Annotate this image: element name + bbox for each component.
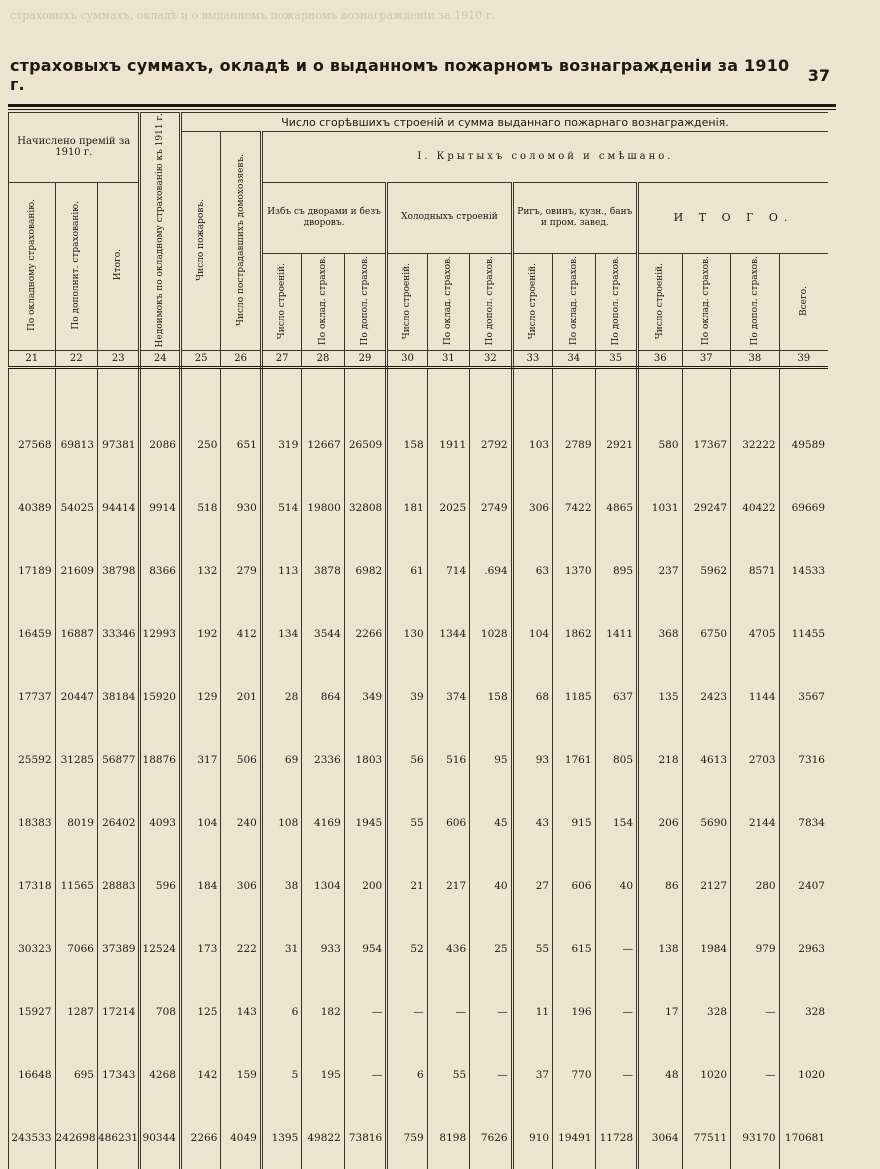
table-row xyxy=(9,665,829,728)
table-cell: 9914 xyxy=(140,476,180,539)
table-row xyxy=(9,791,829,854)
table-cell: — xyxy=(731,980,780,1043)
table-cell: 243533 xyxy=(9,1106,56,1169)
table-cell: 1020 xyxy=(779,1043,828,1106)
table-cell: 29247 xyxy=(682,476,731,539)
table-cell: — xyxy=(387,980,427,1043)
table-cell: 63 xyxy=(512,539,552,602)
table-cell: 2266 xyxy=(180,1106,220,1169)
table-cell: 328 xyxy=(779,980,828,1043)
column-number: 27 xyxy=(261,351,301,368)
header-total-additional: По допол. страхов. xyxy=(731,254,780,351)
table-cell: 7626 xyxy=(470,1106,512,1169)
header-cold-regular: По оклад. страхов. xyxy=(427,254,469,351)
table-cell: 32222 xyxy=(731,413,780,476)
table-cell: 19491 xyxy=(553,1106,595,1169)
table-cell: 864 xyxy=(302,665,344,728)
table-cell: 14533 xyxy=(779,539,828,602)
table-cell: 250 xyxy=(180,413,220,476)
table-cell: 134 xyxy=(261,602,301,665)
table-cell: 349 xyxy=(344,665,386,728)
table-row xyxy=(9,1043,829,1106)
table-cell: 12667 xyxy=(302,413,344,476)
table-cell: 69 xyxy=(261,728,301,791)
table-cell: 5690 xyxy=(682,791,731,854)
table-cell: 104 xyxy=(180,791,220,854)
table-cell: 2423 xyxy=(682,665,731,728)
table-cell: 93170 xyxy=(731,1106,780,1169)
table-cell: 38 xyxy=(261,854,301,917)
table-row xyxy=(9,602,829,665)
table-cell: 25592 xyxy=(9,728,56,791)
header-izb-count: Число строеній. xyxy=(261,254,301,351)
table-cell: 39 xyxy=(387,665,427,728)
table-cell: 1862 xyxy=(553,602,595,665)
table-cell: 7066 xyxy=(55,917,97,980)
table-cell: 979 xyxy=(731,917,780,980)
table-cell: 11 xyxy=(512,980,552,1043)
table-cell: 17214 xyxy=(97,980,140,1043)
table-cell: — xyxy=(470,1043,512,1106)
table-cell: 222 xyxy=(221,917,261,980)
header-prem-regular: По окладному страхованію. xyxy=(9,182,56,351)
header-fires: Число пожаровъ. xyxy=(180,132,220,351)
column-number: 39 xyxy=(779,351,828,368)
table-cell: 516 xyxy=(427,728,469,791)
table-cell: 7316 xyxy=(779,728,828,791)
table-cell: 37 xyxy=(512,1043,552,1106)
table-cell: 55 xyxy=(387,791,427,854)
table-cell: 26509 xyxy=(344,413,386,476)
column-number: 26 xyxy=(221,351,261,368)
table-cell: 38184 xyxy=(97,665,140,728)
table-cell: 4268 xyxy=(140,1043,180,1106)
table-cell: 20447 xyxy=(55,665,97,728)
table-row xyxy=(9,413,829,476)
table-cell: 18876 xyxy=(140,728,180,791)
table-cell: — xyxy=(595,1043,637,1106)
table-cell: 16887 xyxy=(55,602,97,665)
table-cell: 69813 xyxy=(55,413,97,476)
table-cell: 192 xyxy=(180,602,220,665)
table-cell: 1144 xyxy=(731,665,780,728)
table-cell: 37389 xyxy=(97,917,140,980)
table-cell: 55 xyxy=(427,1043,469,1106)
table-cell: 6982 xyxy=(344,539,386,602)
table-cell: 30323 xyxy=(9,917,56,980)
column-number: 35 xyxy=(595,351,637,368)
table-cell: 6750 xyxy=(682,602,731,665)
table-cell: 21 xyxy=(387,854,427,917)
table-cell: 486231 xyxy=(97,1106,140,1169)
table-cell: 17343 xyxy=(97,1043,140,1106)
header-barns: Ригъ, овинъ, кузн., банъ и пром. завед. xyxy=(512,182,637,253)
table-cell: 518 xyxy=(180,476,220,539)
table-cell: 7834 xyxy=(779,791,828,854)
header-izb: Избъ съ дворами и безъ дворовъ. xyxy=(261,182,386,253)
table-cell: 138 xyxy=(638,917,683,980)
table-cell: 19800 xyxy=(302,476,344,539)
table-cell: 933 xyxy=(302,917,344,980)
table-cell: 708 xyxy=(140,980,180,1043)
table-cell: 2336 xyxy=(302,728,344,791)
table-cell: 135 xyxy=(638,665,683,728)
table-cell: 1395 xyxy=(261,1106,301,1169)
table-cell: 8366 xyxy=(140,539,180,602)
table-cell: 930 xyxy=(221,476,261,539)
table-cell: 11565 xyxy=(55,854,97,917)
table-cell: 143 xyxy=(221,980,261,1043)
table-cell: 1287 xyxy=(55,980,97,1043)
table-row xyxy=(9,917,829,980)
table-cell: 33346 xyxy=(97,602,140,665)
table-cell: 368 xyxy=(638,602,683,665)
table-cell: 8198 xyxy=(427,1106,469,1169)
table-cell: 182 xyxy=(302,980,344,1043)
table-row xyxy=(9,980,829,1043)
table-cell: 615 xyxy=(553,917,595,980)
header-cold-additional: По допол. страхов. xyxy=(470,254,512,351)
table-cell: 12524 xyxy=(140,917,180,980)
table-cell: 158 xyxy=(470,665,512,728)
header-premiums: Начислено премій за 1910 г. xyxy=(9,113,140,183)
table-cell: 21609 xyxy=(55,539,97,602)
table-cell: 279 xyxy=(221,539,261,602)
table-cell: 18383 xyxy=(9,791,56,854)
spacer-row xyxy=(9,368,829,414)
table-cell: 1020 xyxy=(682,1043,731,1106)
fire-insurance-table xyxy=(8,112,828,1169)
table-cell: 3567 xyxy=(779,665,828,728)
table-cell: 770 xyxy=(553,1043,595,1106)
table-cell: 49589 xyxy=(779,413,828,476)
table-cell: 61 xyxy=(387,539,427,602)
table-cell: 2749 xyxy=(470,476,512,539)
table-cell: 201 xyxy=(221,665,261,728)
table-cell: 73816 xyxy=(344,1106,386,1169)
header-barn-additional: По допол. страхов. xyxy=(595,254,637,351)
table-cell: 714 xyxy=(427,539,469,602)
table-cell: 184 xyxy=(180,854,220,917)
column-number: 31 xyxy=(427,351,469,368)
table-cell: 506 xyxy=(221,728,261,791)
column-number: 32 xyxy=(470,351,512,368)
table-cell: 4613 xyxy=(682,728,731,791)
table-cell: 2703 xyxy=(731,728,780,791)
table-cell: 1945 xyxy=(344,791,386,854)
table-cell: 596 xyxy=(140,854,180,917)
table-cell: 2407 xyxy=(779,854,828,917)
table-cell: 915 xyxy=(553,791,595,854)
table-cell: 6 xyxy=(387,1043,427,1106)
table-cell: 40 xyxy=(470,854,512,917)
column-number: 38 xyxy=(731,351,780,368)
table-cell: 280 xyxy=(731,854,780,917)
table-cell: 910 xyxy=(512,1106,552,1169)
table-cell: 374 xyxy=(427,665,469,728)
table-cell: — xyxy=(470,980,512,1043)
column-number: 34 xyxy=(553,351,595,368)
table-cell: 651 xyxy=(221,413,261,476)
header-households: Число пострадавшихъ домохозяевъ. xyxy=(221,132,261,351)
table-cell: 240 xyxy=(221,791,261,854)
table-cell: 27 xyxy=(512,854,552,917)
bleed-through-text: страховыхъ суммахъ, окладѣ и о выданномъ пожарномъ вознагражденіи за 1910 г. xyxy=(10,9,495,22)
column-number: 29 xyxy=(344,351,386,368)
table-cell: 606 xyxy=(553,854,595,917)
table-cell: 328 xyxy=(682,980,731,1043)
table-cell: 11455 xyxy=(779,602,828,665)
page-number: 37 xyxy=(807,65,830,85)
header-arrears: Недоимокъ по окладному страхованію къ 1911 г. xyxy=(140,113,180,351)
table-cell: 2127 xyxy=(682,854,731,917)
table-cell: 242698 xyxy=(55,1106,97,1169)
table-cell: 142 xyxy=(180,1043,220,1106)
table-cell: 40422 xyxy=(731,476,780,539)
header-cold-buildings: Холодныхъ строеній xyxy=(387,182,512,253)
table-cell: 173 xyxy=(180,917,220,980)
table-cell: 69669 xyxy=(779,476,828,539)
table-cell: 1411 xyxy=(595,602,637,665)
table-cell: 1304 xyxy=(302,854,344,917)
total-row xyxy=(9,1106,829,1169)
table-cell: 52 xyxy=(387,917,427,980)
table-cell: 38798 xyxy=(97,539,140,602)
table-cell: 86 xyxy=(638,854,683,917)
table-cell: 48 xyxy=(638,1043,683,1106)
table-cell: 49822 xyxy=(302,1106,344,1169)
table-cell: — xyxy=(344,1043,386,1106)
column-number: 33 xyxy=(512,351,552,368)
table-cell: 1911 xyxy=(427,413,469,476)
table-cell: 200 xyxy=(344,854,386,917)
table-cell: 217 xyxy=(427,854,469,917)
table-cell: 7422 xyxy=(553,476,595,539)
table-cell: 580 xyxy=(638,413,683,476)
column-number: 22 xyxy=(55,351,97,368)
table-cell: 306 xyxy=(221,854,261,917)
table-cell: 25 xyxy=(470,917,512,980)
header-barn-count: Число строеній. xyxy=(512,254,552,351)
header-total-regular: По оклад. страхов. xyxy=(682,254,731,351)
table-row xyxy=(9,854,829,917)
table-cell: 90344 xyxy=(140,1106,180,1169)
table-cell: 16459 xyxy=(9,602,56,665)
table-cell: 108 xyxy=(261,791,301,854)
table-cell: 206 xyxy=(638,791,683,854)
table-cell: 805 xyxy=(595,728,637,791)
table-cell: 56 xyxy=(387,728,427,791)
table-cell: 2266 xyxy=(344,602,386,665)
table-cell: 4093 xyxy=(140,791,180,854)
table-cell: 1761 xyxy=(553,728,595,791)
table-cell: 954 xyxy=(344,917,386,980)
header-itogo: И Т О Г О. xyxy=(638,182,828,253)
table-cell: 4705 xyxy=(731,602,780,665)
table-cell: 5 xyxy=(261,1043,301,1106)
table-cell: 130 xyxy=(387,602,427,665)
table-cell: 181 xyxy=(387,476,427,539)
top-rule xyxy=(8,104,836,107)
table-cell: 104 xyxy=(512,602,552,665)
table-row xyxy=(9,476,829,539)
top-rule-thin xyxy=(8,109,836,110)
table-cell: 95 xyxy=(470,728,512,791)
column-number: 30 xyxy=(387,351,427,368)
table-cell: .694 xyxy=(470,539,512,602)
table-cell: 11728 xyxy=(595,1106,637,1169)
table-cell: 759 xyxy=(387,1106,427,1169)
table-cell: 412 xyxy=(221,602,261,665)
table-cell: 56877 xyxy=(97,728,140,791)
table-cell: 125 xyxy=(180,980,220,1043)
table-cell: 514 xyxy=(261,476,301,539)
table-cell: 1803 xyxy=(344,728,386,791)
table-cell: 94414 xyxy=(97,476,140,539)
column-number: 25 xyxy=(180,351,220,368)
table-cell: 40389 xyxy=(9,476,56,539)
table-cell: 26402 xyxy=(97,791,140,854)
table-cell: 695 xyxy=(55,1043,97,1106)
table-cell: 2963 xyxy=(779,917,828,980)
statistics-table-wrap xyxy=(8,112,836,1144)
table-cell: 1028 xyxy=(470,602,512,665)
table-cell: 28 xyxy=(261,665,301,728)
header-barn-regular: По оклад. страхов. xyxy=(553,254,595,351)
header-izb-regular: По оклад. страхов. xyxy=(302,254,344,351)
table-cell: 2144 xyxy=(731,791,780,854)
table-cell: 68 xyxy=(512,665,552,728)
table-cell: 17737 xyxy=(9,665,56,728)
header-total-count: Число строеній. xyxy=(638,254,683,351)
table-cell: 43 xyxy=(512,791,552,854)
table-cell: 54025 xyxy=(55,476,97,539)
column-number: 37 xyxy=(682,351,731,368)
table-cell: — xyxy=(731,1043,780,1106)
column-number: 28 xyxy=(302,351,344,368)
table-cell: 196 xyxy=(553,980,595,1043)
header-cold-count: Число строеній. xyxy=(387,254,427,351)
table-cell: 195 xyxy=(302,1043,344,1106)
table-cell: 55 xyxy=(512,917,552,980)
table-cell: 103 xyxy=(512,413,552,476)
table-cell: 12993 xyxy=(140,602,180,665)
table-cell: 6 xyxy=(261,980,301,1043)
table-cell: 2086 xyxy=(140,413,180,476)
table-cell: 306 xyxy=(512,476,552,539)
table-cell: 45 xyxy=(470,791,512,854)
table-cell: 17 xyxy=(638,980,683,1043)
column-number-row xyxy=(9,351,829,368)
table-cell: 8019 xyxy=(55,791,97,854)
table-cell: 218 xyxy=(638,728,683,791)
table-cell: — xyxy=(344,980,386,1043)
table-cell: 4049 xyxy=(221,1106,261,1169)
table-cell: 170681 xyxy=(779,1106,828,1169)
table-cell: 16648 xyxy=(9,1043,56,1106)
table-cell: 1984 xyxy=(682,917,731,980)
table-cell: 895 xyxy=(595,539,637,602)
table-cell: 28883 xyxy=(97,854,140,917)
table-cell: 237 xyxy=(638,539,683,602)
table-cell: 1344 xyxy=(427,602,469,665)
table-cell: 5962 xyxy=(682,539,731,602)
table-cell: 17318 xyxy=(9,854,56,917)
table-cell: 8571 xyxy=(731,539,780,602)
header-grand-total: Всего. xyxy=(779,254,828,351)
table-cell: 1185 xyxy=(553,665,595,728)
table-row xyxy=(9,728,829,791)
table-cell: 17189 xyxy=(9,539,56,602)
table-body xyxy=(9,368,829,1169)
table-cell: 2792 xyxy=(470,413,512,476)
column-number: 36 xyxy=(638,351,683,368)
table-cell: 31 xyxy=(261,917,301,980)
table-cell: — xyxy=(595,980,637,1043)
table-cell: 17367 xyxy=(682,413,731,476)
table-cell: 2789 xyxy=(553,413,595,476)
table-cell: 93 xyxy=(512,728,552,791)
table-cell: 129 xyxy=(180,665,220,728)
table-cell: 436 xyxy=(427,917,469,980)
table-cell: 4865 xyxy=(595,476,637,539)
table-cell: 32808 xyxy=(344,476,386,539)
table-cell: 15920 xyxy=(140,665,180,728)
column-number: 23 xyxy=(97,351,140,368)
table-cell: 158 xyxy=(387,413,427,476)
table-cell: 15927 xyxy=(9,980,56,1043)
table-cell: — xyxy=(595,917,637,980)
table-cell: 317 xyxy=(180,728,220,791)
table-cell: 31285 xyxy=(55,728,97,791)
table-cell: 637 xyxy=(595,665,637,728)
table-cell: 606 xyxy=(427,791,469,854)
table-cell: — xyxy=(427,980,469,1043)
table-cell: 154 xyxy=(595,791,637,854)
table-cell: 2025 xyxy=(427,476,469,539)
page-title: страховыхъ суммахъ, окладѣ и о выданномъ пожарномъ вознагражденіи за 1910 г. xyxy=(10,56,790,94)
table-cell: 77511 xyxy=(682,1106,731,1169)
table-row xyxy=(9,539,829,602)
table-cell: 2921 xyxy=(595,413,637,476)
header-prem-additional: По дополнит. страхованію. xyxy=(55,182,97,351)
table-cell: 40 xyxy=(595,854,637,917)
table-cell: 4169 xyxy=(302,791,344,854)
table-cell: 132 xyxy=(180,539,220,602)
table-cell: 1031 xyxy=(638,476,683,539)
table-cell: 113 xyxy=(261,539,301,602)
header-izb-additional: По допол. страхов. xyxy=(344,254,386,351)
table-cell: 159 xyxy=(221,1043,261,1106)
table-cell: 3878 xyxy=(302,539,344,602)
page-header xyxy=(10,56,830,94)
table-cell: 97381 xyxy=(97,413,140,476)
header-roofed-straw: I. Крытыхъ соломой и смѣшано. xyxy=(261,132,828,183)
column-number: 21 xyxy=(9,351,56,368)
table-cell: 3064 xyxy=(638,1106,683,1169)
column-number: 24 xyxy=(140,351,180,368)
header-burned-buildings: Число сгорѣвшихъ строеній и сумма выданнаго пожарнаго вознагражденія. xyxy=(180,113,828,132)
table-cell: 1370 xyxy=(553,539,595,602)
table-cell: 319 xyxy=(261,413,301,476)
table-cell: 3544 xyxy=(302,602,344,665)
table-cell: 27568 xyxy=(9,413,56,476)
header-prem-total: Итого. xyxy=(97,182,140,351)
